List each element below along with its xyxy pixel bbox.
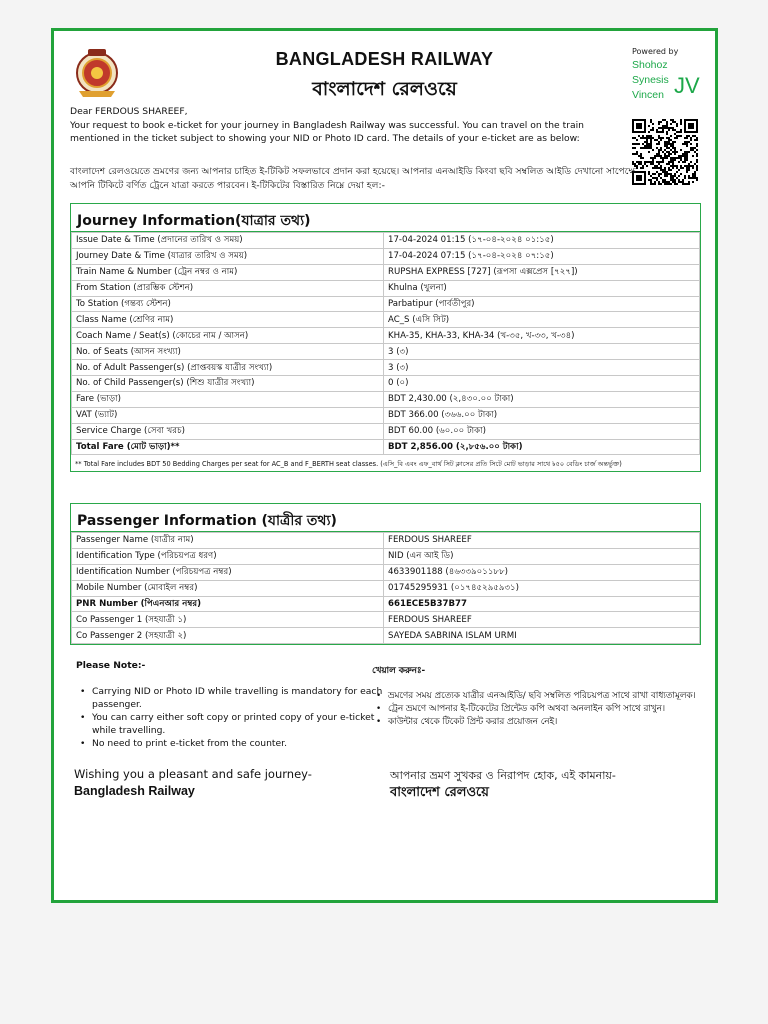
row-value: Khulna (খুলনা) xyxy=(384,280,700,296)
journey-information-heading: Journey Information(যাত্রার তথ্য) xyxy=(71,204,700,232)
intro-text xyxy=(70,105,630,146)
note-item-bn: • ভ্রমণের সময় প্রত্যেক যাত্রীর এনআইডি/ ছবি সম্বলিত পরিচয়পত্র সাথে রাখা বাধ্যতামূলক। xyxy=(372,690,702,703)
row-value: 01745295931 (০১৭৪৫২৯৫৯৩১) xyxy=(384,580,700,596)
note-item: • You can carry either soft copy or printed copy of your e-ticket while travelling. xyxy=(76,711,386,737)
row-label: Co Passenger 1 (সহযাত্রী ১) xyxy=(72,612,384,628)
passenger-information-table xyxy=(71,532,700,644)
table-row xyxy=(72,548,700,564)
row-value: 0 (০) xyxy=(384,376,700,392)
intro-message-bn: বাংলাদেশ রেলওয়েতে ভ্রমণের জন্য আপনার চাহিত ই-টিকিট সফলভাবে প্রদান করা হয়েছে। আপনার এনআইডি কিংবা ছবি সম্বলিত আইডি দেখানো সাপেক্ষে আপনি টিকিটে বর্ণিত ট্রেনে যাত্রা করতে পারবেন। ই-টিকিটের বিস্তারিত নিম্নে দেয়া হল:- xyxy=(70,166,636,191)
page-title-bn: বাংলাদেশ রেলওয়ে xyxy=(312,78,457,100)
note-item: • Carrying NID or Photo ID while travelling is mandatory for each passenger. xyxy=(76,685,386,711)
row-value: FERDOUS SHAREEF xyxy=(384,612,700,628)
table-row xyxy=(72,628,700,644)
table-row xyxy=(72,564,700,580)
page-title: BANGLADESH RAILWAY xyxy=(275,49,494,69)
please-note-heading: Please Note:- xyxy=(76,660,146,671)
row-label: Coach Name / Seat(s) (কোচের নাম / আসন) xyxy=(72,328,384,344)
note-item-bn: • কাউন্টার থেকে টিকেট প্রিন্ট করার প্রয়োজন নেই। xyxy=(372,716,702,729)
table-row xyxy=(72,533,700,549)
table-row xyxy=(72,439,700,455)
row-label: Passenger Name (যাত্রীর নাম) xyxy=(72,533,384,549)
please-note-block-bn xyxy=(372,665,702,729)
passenger-information-heading: Passenger Information (যাত্রীর তথ্য) xyxy=(71,504,700,532)
table-row xyxy=(72,612,700,628)
row-label: Identification Type (পরিচয়পত্র ধরণ) xyxy=(72,548,384,564)
row-value: 3 (৩) xyxy=(384,344,700,360)
brand-jv: JV xyxy=(674,73,700,98)
row-label: Mobile Number (মোবাইল নম্বর) xyxy=(72,580,384,596)
intro-message: Your request to book e-ticket for your journey in Bangladesh Railway was successful. You can travel on the train mentioned in the ticket subject to showing your NID or Photo ID card. The details of your e-ticket are as below: xyxy=(70,119,584,144)
brand-line-3: Vincen xyxy=(632,89,664,101)
closing-signature: Bangladesh Railway xyxy=(74,784,195,798)
please-note-list-bn xyxy=(372,690,702,729)
please-note-list xyxy=(76,685,386,750)
table-row xyxy=(72,423,700,439)
table-row xyxy=(72,596,700,612)
row-label: Service Charge (সেবা খরচ) xyxy=(72,423,384,439)
row-label: VAT (ভ্যাট) xyxy=(72,407,384,423)
please-note-heading-bn: খেয়াল করুনঃ- xyxy=(372,666,426,676)
table-row xyxy=(72,264,700,280)
table-row xyxy=(72,280,700,296)
row-value: SAYEDA SABRINA ISLAM URMI xyxy=(384,628,700,644)
row-label: Journey Date & Time (যাত্রার তারিখ ও সময়) xyxy=(72,248,384,264)
table-row xyxy=(72,248,700,264)
row-value: NID (এন আই ডি) xyxy=(384,548,700,564)
note-item-bn: • ট্রেন ভ্রমণে আপনার ই-টিকেটের প্রিন্টেড কপি অথবা অনলাইন কপি সাথে রাখুন। xyxy=(372,703,702,716)
please-note-block xyxy=(76,659,386,750)
table-row xyxy=(72,312,700,328)
table-row xyxy=(72,328,700,344)
row-value: RUPSHA EXPRESS [727] (রূপসা এক্সপ্রেস [৭২৭]) xyxy=(384,264,700,280)
row-label: No. of Child Passenger(s) (শিশু যাত্রীর সংখ্যা) xyxy=(72,376,384,392)
table-row xyxy=(72,360,700,376)
powered-by-label: Powered by xyxy=(632,47,679,56)
row-label: Co Passenger 2 (সহযাত্রী ২) xyxy=(72,628,384,644)
row-label: PNR Number (পিএনআর নম্বর) xyxy=(72,596,384,612)
passenger-information-section xyxy=(70,503,701,645)
row-label: No. of Seats (আসন সংখ্যা) xyxy=(72,344,384,360)
row-label: From Station (প্রারম্ভিক স্টেশন) xyxy=(72,280,384,296)
greeting: Dear FERDOUS SHAREEF, xyxy=(70,106,188,117)
row-label: Fare (ভাড়া) xyxy=(72,391,384,407)
table-row xyxy=(72,233,700,249)
row-label: Total Fare (মোট ভাড়া)** xyxy=(72,439,384,455)
row-value: BDT 2,430.00 (২,৪৩০.০০ টাকা) xyxy=(384,391,700,407)
row-label: No. of Adult Passenger(s) (প্রাপ্তবয়স্ক যাত্রীর সংখ্যা) xyxy=(72,360,384,376)
powered-by-block xyxy=(632,47,717,101)
row-label: Class Name (শ্রেণির নাম) xyxy=(72,312,384,328)
e-ticket xyxy=(51,28,718,903)
brand-line-1: Shohoz xyxy=(632,59,668,71)
total-fare-footnote: ** Total Fare includes BDT 50 Bedding Charges per seat for AC_B and F_BERTH seat classes. (এসি_বি এবং এফ_বার্থ সিট ক্লাসের প্রতি সিটে মোট ভাড়ার সাথে ৳৫০ বেডিং চার্জ অন্তর্ভুক্ত) xyxy=(75,460,622,469)
table-row xyxy=(72,344,700,360)
row-label: To Station (গন্তব্য স্টেশন) xyxy=(72,296,384,312)
note-item: • No need to print e-ticket from the counter. xyxy=(76,737,386,750)
row-value: 17-04-2024 07:15 (১৭-০৪-২০২৪ ০৭:১৫) xyxy=(384,248,700,264)
row-label: Train Name & Number (ট্রেন নম্বর ও নাম) xyxy=(72,264,384,280)
row-value: AC_S (এসি সিট) xyxy=(384,312,700,328)
row-value: 4633901188 (৪৬৩৩৯০১১৮৮) xyxy=(384,564,700,580)
brand-line-2: Synesis xyxy=(632,74,669,86)
row-value: BDT 2,856.00 (২,৮৫৬.০০ টাকা) xyxy=(384,439,700,455)
row-value: FERDOUS SHAREEF xyxy=(384,533,700,549)
row-value: BDT 366.00 (৩৬৬.০০ টাকা) xyxy=(384,407,700,423)
table-row xyxy=(72,376,700,392)
closing-wish: Wishing you a pleasant and safe journey- xyxy=(74,767,312,781)
table-row xyxy=(72,407,700,423)
table-row xyxy=(72,296,700,312)
row-label: Identification Number (পরিচয়পত্র নম্বর) xyxy=(72,564,384,580)
row-value: KHA-35, KHA-33, KHA-34 (খ-৩৫, খ-৩৩, খ-৩৪) xyxy=(384,328,700,344)
row-value: Parbatipur (পার্বতীপুর) xyxy=(384,296,700,312)
row-value: 661ECE5B37B77 xyxy=(384,596,700,612)
table-row xyxy=(72,391,700,407)
row-value: 3 (৩) xyxy=(384,360,700,376)
table-row xyxy=(72,580,700,596)
row-value: 17-04-2024 01:15 (১৭-০৪-২০২৪ ০১:১৫) xyxy=(384,233,700,249)
closing-signature-bn: বাংলাদেশ রেলওয়ে xyxy=(390,785,489,800)
journey-information-section xyxy=(70,203,701,472)
row-label: Issue Date & Time (প্রদানের তারিখ ও সময়) xyxy=(72,233,384,249)
closing-wish-bn: আপনার ভ্রমণ সুখকর ও নিরাপদ হোক, এই কামনায়- xyxy=(390,769,616,782)
journey-information-table xyxy=(71,232,700,455)
row-value: BDT 60.00 (৬০.০০ টাকা) xyxy=(384,423,700,439)
